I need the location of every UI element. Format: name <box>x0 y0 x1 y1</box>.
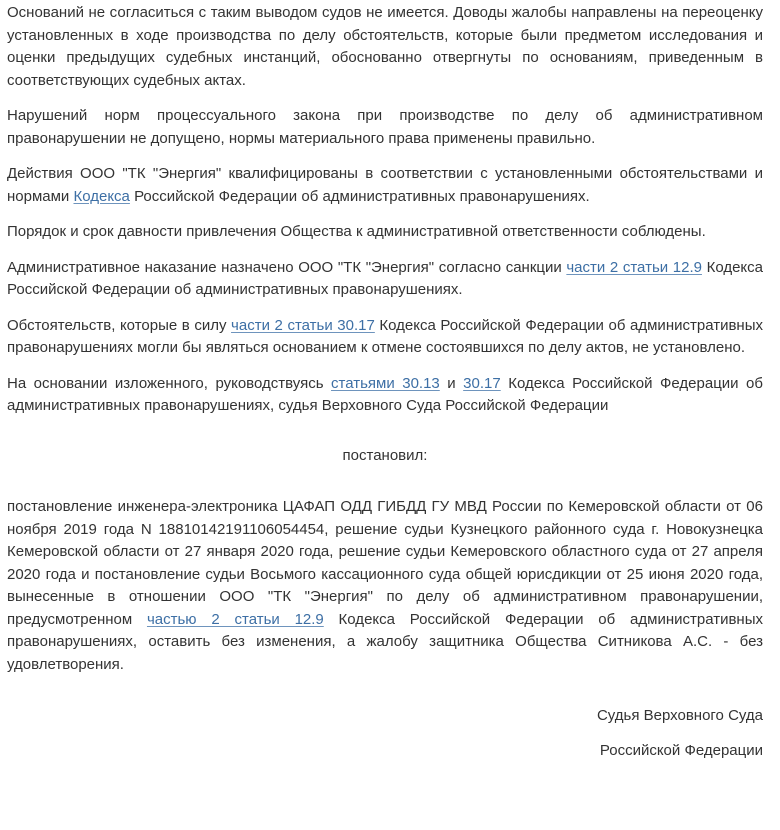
paragraph-5-text-after: Кодекса Российской Федерации об административных правонарушениях. <box>7 258 763 298</box>
paragraph-6 <box>7 315 763 360</box>
paragraph-4: Порядок и срок давности привлечения Общества к административной ответственности соблюдены. <box>7 223 706 240</box>
link-chastyu-2-stati-12-9[interactable]: частью 2 статьи 12.9 <box>146 610 324 628</box>
paragraph-8-text-before: постановление инженера-электроника ЦАФАП ОДД ГИБДД ГУ МВД России по Кемеровской области от 06 ноября 2019 года N 18810142191106054454, решение судьи Кузнецкого районного суда г. Новокузнецка Кемеровской области от 27 января 2020 года, решение судьи Кемеровского областного суда от 27 апреля 2020 года и постановление судьи Восьмого кассационного суда общей юрисдикции от 25 июня 2020 года, вынесенные в отношении ООО "ТК "Энергия" по делу об административном правонарушении, предусмотренном <box>7 498 763 628</box>
link-chast-2-stati-12-9[interactable]: части 2 статьи 12.9 <box>566 258 702 276</box>
paragraph-7 <box>7 373 763 418</box>
paragraph-6-text-before: Обстоятельств, которые в силу <box>7 316 232 334</box>
paragraph-5 <box>7 257 763 302</box>
paragraph-2: Нарушений норм процессуального закона при производстве по делу об административном правонарушении не допущено, нормы материального права применены правильно. <box>7 107 763 147</box>
resolution-heading: постановил: <box>342 446 428 464</box>
paragraph-3-text-before: Действия ООО "ТК "Энергия" квалифицированы в соответствии с установленными обстоятельствами и нормами <box>7 165 763 205</box>
paragraph-7-text-after: Кодекса Российской Федерации об административных правонарушениях, судья Верховного Суда Российской Федерации <box>7 374 763 414</box>
link-chast-2-stati-30-17[interactable]: части 2 статьи 30.17 <box>231 316 375 334</box>
paragraph-8-text-after: Кодекса Российской Федерации об административных правонарушениях, оставить без изменения, а жалобу защитника Общества Ситникова А.С. - без удовлетворения. <box>7 610 763 673</box>
paragraph-5-text-before: Административное наказание назначено ООО "ТК "Энергия" согласно санкции <box>7 258 567 276</box>
link-kodeksa[interactable]: Кодекса <box>73 187 130 205</box>
signature-line-2: Российской Федерации <box>599 741 763 759</box>
signature-line-1: Судья Верховного Суда <box>596 707 763 724</box>
paragraph-6-text-after: Кодекса Российской Федерации об административных правонарушениях могли бы являться основанием к отмене состоявшихся по делу актов, не установлено. <box>7 316 763 356</box>
paragraph-8 <box>7 496 763 676</box>
paragraph-3-text-after: Российской Федерации об административных правонарушениях. <box>129 187 590 205</box>
paragraph-1: Оснований не согласиться с таким выводом судов не имеется. Доводы жалобы направлены на переоценку установленных в ходе производства по делу обстоятельств, которые были предметом исследования и оценки предыдущих судебных инстанций, обоснованно отвергнуты по основаниям, приведенным в соответствующих судебных актах. <box>7 4 763 89</box>
paragraph-7-text-before: На основании изложенного, руководствуясь <box>7 374 332 392</box>
paragraph-7-text-middle: и <box>439 374 464 392</box>
link-statyami-30-13[interactable]: статьями 30.13 <box>331 374 440 392</box>
link-30-17[interactable]: 30.17 <box>463 374 501 392</box>
document-body <box>7 0 763 762</box>
paragraph-3 <box>7 163 763 208</box>
